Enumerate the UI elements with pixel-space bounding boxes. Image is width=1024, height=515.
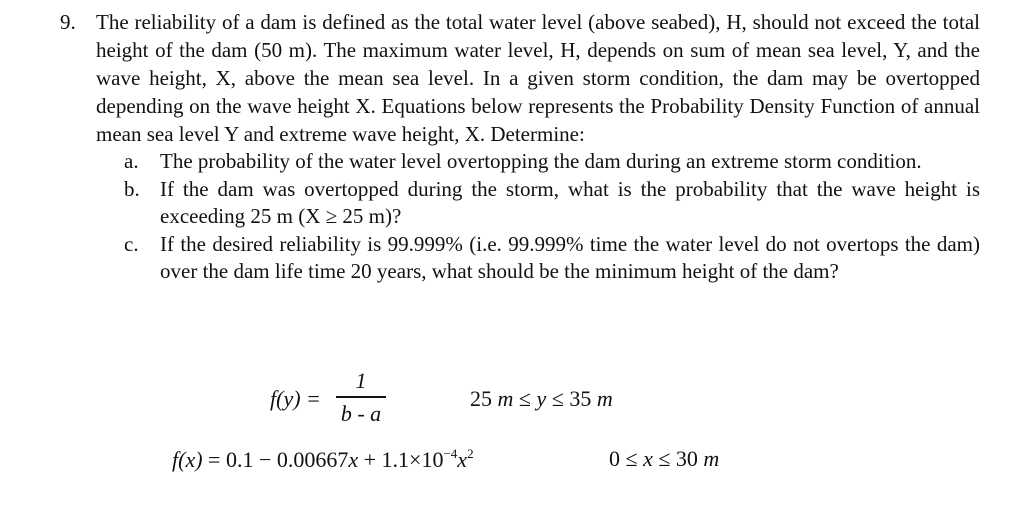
- equation-fx: [172, 446, 720, 473]
- part-c-text: If the desired reliability is 99.999% (i.e. 99.999% time the water level do not overtops the dam) over the dam life time 20 years, what should be the minimum height of the dam?: [160, 231, 980, 283]
- equation-fx-range: 0 ≤ x ≤ 30 m: [609, 446, 720, 471]
- part-a-text: The probability of the water level overtopping the dam during an extreme storm condition.: [160, 149, 922, 173]
- part-c: [124, 231, 980, 286]
- part-a-label: a.: [124, 149, 139, 173]
- part-b-text: If the dam was overtopped during the storm, what is the probability that the wave height is exceeding 25 m (X ≥ 25 m)?: [160, 176, 980, 228]
- question-number: 9.: [60, 10, 76, 34]
- part-a: [124, 148, 980, 176]
- equation-fx-expression: $f(x) = 0.1 - 0.00667x + 1.1\times 10^{-4}x^2$: [172, 446, 474, 472]
- equation-fy-lhs: f(y) =: [270, 386, 321, 411]
- fraction-bar: [336, 396, 386, 398]
- part-b: [124, 176, 980, 231]
- equation-fy-fraction: [336, 368, 386, 427]
- part-b-label: b.: [124, 176, 140, 201]
- part-c-label: c.: [124, 231, 139, 256]
- question-block: [60, 8, 980, 286]
- question-parts: [124, 148, 980, 286]
- equation-fy-numerator: 1: [355, 368, 367, 393]
- equation-fy-range: 25 m ≤ y ≤ 35 m: [470, 386, 613, 411]
- question-text: The reliability of a dam is defined as the total water level (above seabed), H, should not exceed the total height of the dam (50 m). The maximum water level, H, depends on sum of mean sea level, Y, and the wave height, X, above the mean sea level. In a given storm condition, the dam may be overtopped depending on the wave height X. Equations below represents the Probability Density Function of annual mean sea level Y and extreme wave height, X. Determine:: [96, 10, 980, 146]
- equation-fy-denominator: b - a: [340, 400, 382, 426]
